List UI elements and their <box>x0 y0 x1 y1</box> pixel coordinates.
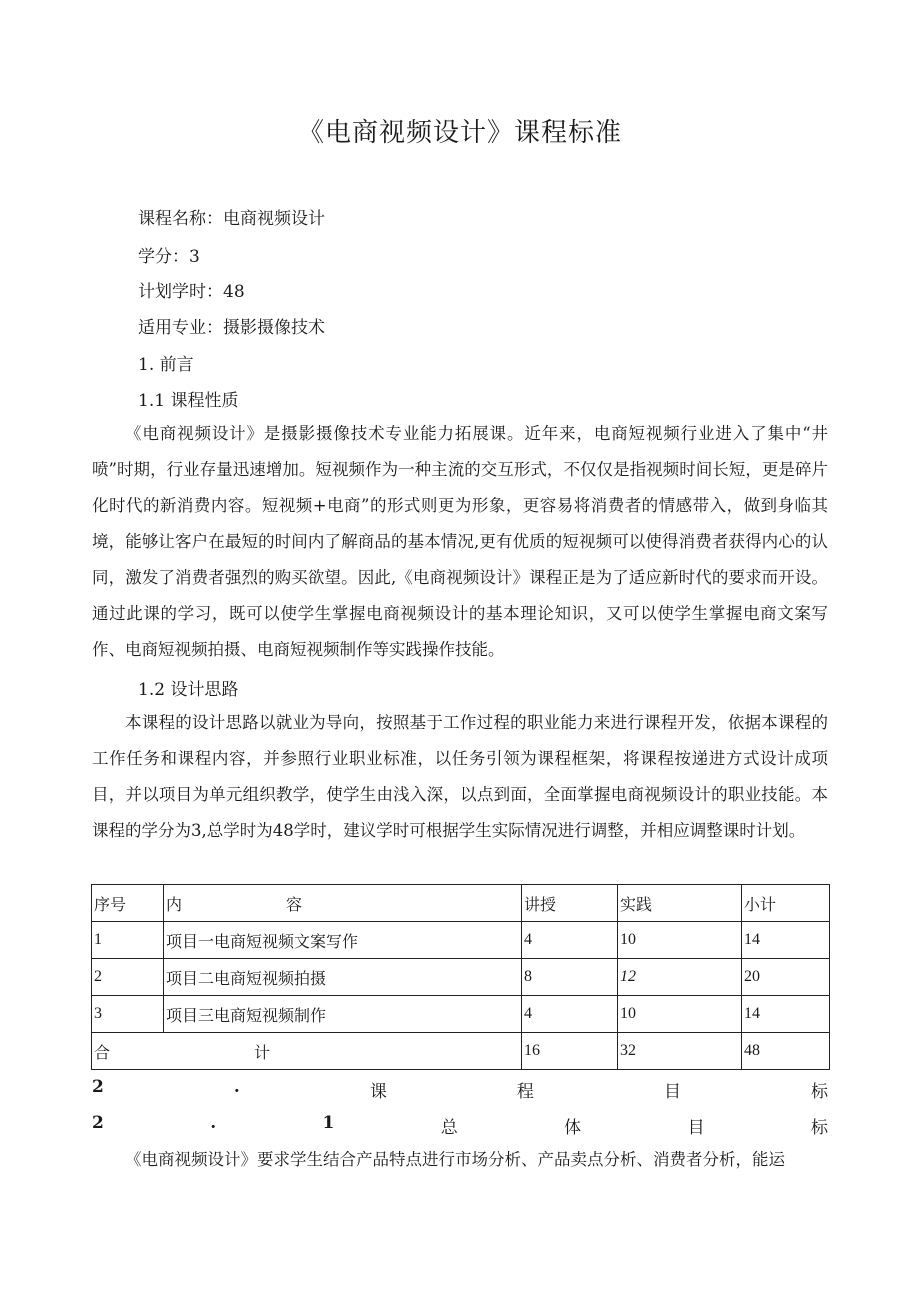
row-content: 项目二电商短视频拍摄 <box>164 959 522 996</box>
total-label-part-1: 合 <box>94 1044 111 1062</box>
header-lecture: 讲授 <box>522 885 618 922</box>
heading-char: 体 <box>564 1118 582 1138</box>
header-practice: 实践 <box>618 885 742 922</box>
row-index: 1 <box>92 922 164 959</box>
row-lecture: 4 <box>522 996 618 1033</box>
heading-char: 目 <box>687 1118 705 1138</box>
total-subtotal: 48 <box>742 1033 830 1070</box>
document-title: 《电商视频设计》课程标准 <box>297 118 622 148</box>
header-content-part-2: 容 <box>286 896 303 914</box>
heading-char: 课 <box>369 1082 387 1102</box>
row-content: 项目一电商短视频文案写作 <box>164 922 522 959</box>
heading-char: 目 <box>663 1082 681 1102</box>
row-practice: 12 <box>618 959 742 996</box>
hours-table <box>91 884 830 1070</box>
section-1-1-heading: 1.1 课程性质 <box>138 391 239 411</box>
heading-char: 程 <box>516 1082 534 1102</box>
planned-hours: 计划学时：48 <box>138 282 245 302</box>
row-practice: 10 <box>618 922 742 959</box>
table-row <box>92 922 830 959</box>
section-2-heading <box>92 1077 828 1102</box>
heading-char: 2 <box>92 1113 104 1133</box>
applicable-major: 适用专业：摄影摄像技术 <box>138 318 325 338</box>
header-content <box>164 885 522 922</box>
heading-char: 标 <box>810 1118 828 1138</box>
section-1-2-heading: 1.2 设计思路 <box>138 680 239 700</box>
table-total-row <box>92 1033 830 1070</box>
course-name: 课程名称：电商视频设计 <box>138 209 325 229</box>
row-subtotal: 14 <box>742 922 830 959</box>
row-lecture: 4 <box>522 922 618 959</box>
section-2-1-heading <box>92 1113 828 1138</box>
row-lecture: 8 <box>522 959 618 996</box>
section-1-heading: 1. 前言 <box>138 355 194 375</box>
header-index: 序号 <box>92 885 164 922</box>
section-1-1-paragraph: 《电商视频设计》是摄影摄像技术专业能力拓展课。近年来，电商短视频行业进入了集中“井喷”时期，行业存量迅速增加。短视频作为一种主流的交互形式，不仅仅是指视频时间长短，更是碎片化时代的新消费内容。短视频+电商”的形式则更为形象，更容易将消费者的情感带入，做到身临其境，能够让客户在最短的时间内了解商品的基本情况,更有优质的短视频可以使得消费者获得内心的认同，激发了消费者强烈的购买欲望。因此,《电商视频设计》课程正是为了适应新时代的要求而开设。通过此课的学习，既可以使学生掌握电商视频设计的基本理论知识，又可以使学生掌握电商文案写作、电商短视频拍摄、电商短视频制作等实践操作技能。 <box>92 424 828 659</box>
heading-char: 2 <box>92 1077 104 1097</box>
total-lecture: 16 <box>522 1033 618 1070</box>
row-index: 3 <box>92 996 164 1033</box>
header-subtotal: 小计 <box>742 885 830 922</box>
section-2-1-paragraph: 《电商视频设计》要求学生结合产品特点进行市场分析、产品卖点分析、消费者分析，能运 <box>125 1150 785 1169</box>
table-row <box>92 996 830 1033</box>
heading-char: . <box>210 1113 217 1133</box>
table-header-row <box>92 885 830 922</box>
total-practice: 32 <box>618 1033 742 1070</box>
credits: 学分：3 <box>138 247 200 267</box>
table-row <box>92 959 830 996</box>
header-content-part-1: 内 <box>166 896 183 914</box>
row-index: 2 <box>92 959 164 996</box>
total-label <box>92 1033 522 1070</box>
row-subtotal: 20 <box>742 959 830 996</box>
heading-char: . <box>233 1077 240 1097</box>
row-subtotal: 14 <box>742 996 830 1033</box>
heading-char: 1 <box>322 1113 335 1133</box>
total-label-part-2: 计 <box>254 1044 271 1062</box>
section-1-2-paragraph: 本课程的设计思路以就业为导向，按照基于工作过程的职业能力来进行课程开发，依据本课程的工作任务和课程内容，并参照行业职业标准，以任务引领为课程框架，将课程按递进方式设计成项目，并以项目为单元组织教学，使学生由浅入深，以点到面，全面掌握电商视频设计的职业技能。本课程的学分为3,总学时为48学时，建议学时可根据学生实际情况进行调整，并相应调整课时计划。 <box>92 713 828 840</box>
heading-char: 总 <box>440 1118 458 1138</box>
heading-char: 标 <box>811 1082 828 1102</box>
row-practice: 10 <box>618 996 742 1033</box>
row-content: 项目三电商短视频制作 <box>164 996 522 1033</box>
